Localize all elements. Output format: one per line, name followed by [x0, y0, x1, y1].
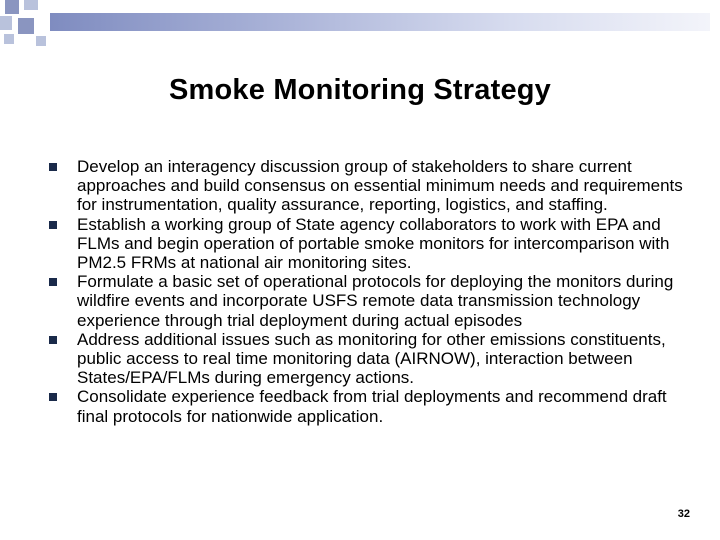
- decorative-square: [5, 0, 19, 14]
- bullet-item: [45, 272, 700, 330]
- bullet-text: Develop an interagency discussion group of stakeholders to share current approaches and build consensus on essential minimum needs and requirements for instrumentation, quality assurance, reporting, logistics, and staffing.: [77, 157, 683, 215]
- bullet-item: [45, 157, 700, 215]
- square-bullet-icon: [49, 393, 57, 401]
- square-bullet-icon: [49, 336, 57, 344]
- decorative-square: [18, 18, 34, 34]
- bullet-item: [45, 330, 700, 388]
- slide-title: Smoke Monitoring Strategy: [168, 74, 552, 106]
- header-gradient-bar: [50, 13, 710, 31]
- page-number: 32: [677, 508, 690, 520]
- bullet-text: Address additional issues such as monitoring for other emissions constituents, public access to real time monitoring data (AIRNOW), interaction between States/EPA/FLMs during emergency actions.: [77, 329, 666, 388]
- bullet-list: [45, 157, 700, 426]
- bullet-text: Consolidate experience feedback from trial deployments and recommend draft final protocols for nationwide application.: [77, 387, 667, 426]
- decorative-square: [0, 16, 12, 30]
- square-bullet-icon: [49, 221, 57, 229]
- bullet-item: [45, 387, 700, 425]
- decorative-square: [4, 34, 14, 44]
- bullet-text: Establish a working group of State agency collaborators to work with EPA and FLMs and begin operation of portable smoke monitors for intercomparison with PM2.5 FRMs at national air monitoring sites.: [77, 214, 670, 273]
- square-bullet-icon: [49, 278, 57, 286]
- bullet-item: [45, 215, 700, 273]
- decorative-square: [36, 36, 46, 46]
- square-bullet-icon: [49, 163, 57, 171]
- decorative-square: [24, 0, 38, 10]
- bullet-text: Formulate a basic set of operational protocols for deploying the monitors during wildfire events and incorporate USFS remote data transmission technology experience through trial deployment during actual episodes: [77, 272, 674, 330]
